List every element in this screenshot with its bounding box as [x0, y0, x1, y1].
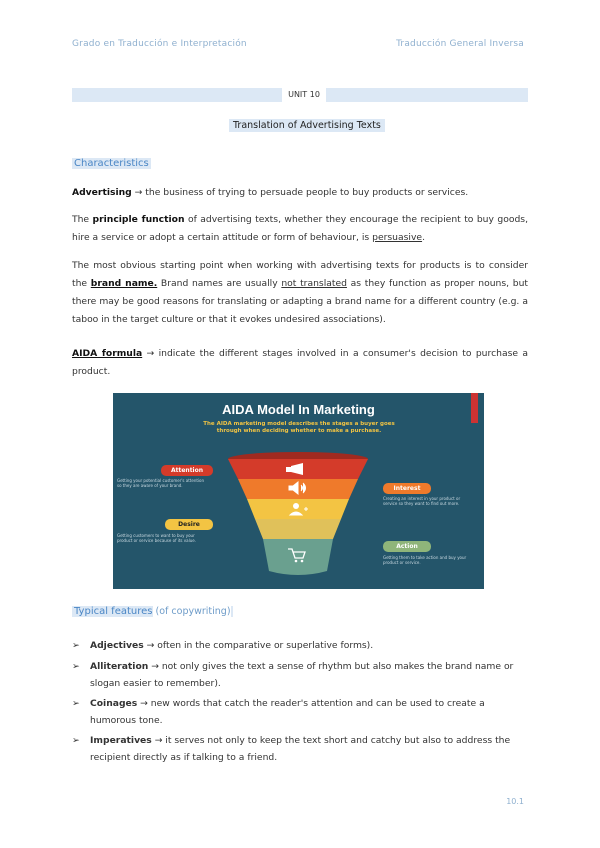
text: indicate the different stages involved in a consumer's decision to purchase a product. [72, 348, 528, 377]
term: Adjectives [90, 640, 144, 651]
text: new words that catch the reader's attention and can be used to create a humorous tone. [90, 698, 485, 726]
paragraph-function [72, 211, 528, 247]
list-item [72, 732, 528, 766]
list-item [72, 695, 528, 729]
header-course: Traducción General Inversa [396, 39, 524, 49]
paragraph-advertising [72, 184, 528, 202]
arrow: → [151, 661, 159, 672]
heading-text: Typical features [74, 606, 153, 617]
stage-interest: Interest [383, 483, 431, 494]
page-number: 10.1 [506, 797, 524, 806]
term: Coinages [90, 698, 138, 709]
bullet-icon: ➢ [72, 661, 80, 672]
text: not only gives the text a sense of rhythm but also makes the brand name or slogan easier to remember). [90, 661, 514, 689]
unit-label: UNIT 10 [282, 88, 326, 102]
heading-sub: (of copywriting) [152, 606, 231, 617]
term: Imperatives [90, 735, 152, 746]
underlined-persuasive: persuasive [372, 232, 423, 243]
underlined-not-translated: not translated [281, 278, 347, 289]
stage-attention-desc: Getting your potential customer's attention so they are aware of your brand. [117, 478, 205, 488]
stage-desire-desc: Getting customers to want to buy your product or service because of its value. [117, 533, 196, 543]
header-degree: Grado en Traducción e Interpretación [72, 39, 247, 49]
arrow: → [154, 735, 163, 746]
bullet-icon: ➢ [72, 735, 80, 746]
bullet-icon: ➢ [72, 698, 80, 709]
term-brand-name: brand name. [90, 278, 158, 289]
aida-figure [113, 393, 484, 589]
text: . [422, 232, 425, 243]
list-item [72, 637, 528, 654]
paragraph-aida [72, 345, 528, 381]
text: The [72, 214, 93, 225]
text: as they function as proper nouns, but there may be good reasons for translating or adapting a brand name for a different country (e.g. a taboo in the target culture or that it evokes undesired associations). [72, 278, 529, 325]
arrow: → [146, 640, 155, 651]
bullet-icon: ➢ [72, 640, 80, 651]
funnel-band-extra [255, 519, 341, 539]
section-heading-characteristics: Characteristics [74, 158, 149, 169]
list-item [72, 658, 528, 692]
stage-action-desc: Getting them to take action and buy your product or service. [383, 555, 467, 565]
page-title: Translation of Advertising Texts [229, 119, 385, 132]
term: Alliteration [90, 661, 149, 672]
figure-subtitle: The AIDA marketing model describes the stages a buyer goes through when deciding whether to make a purchase. [203, 421, 395, 434]
arrow: → [146, 348, 155, 359]
stage-action: Action [383, 541, 431, 552]
funnel-band-desire [247, 499, 349, 519]
term-principle-function: principle function [92, 214, 185, 225]
paragraph-brand-name [72, 257, 528, 329]
text: The most obvious starting point when working with advertising texts for products is to consider the [72, 260, 528, 289]
user-plus-icon [293, 503, 299, 509]
text: Brand names are usually [157, 278, 282, 289]
funnel-band-action [263, 539, 333, 575]
section-heading-typical-features [72, 606, 233, 617]
figure-title: AIDA Model In Marketing [222, 402, 375, 417]
term-advertising: Advertising [72, 187, 132, 198]
text: often in the comparative or superlative forms). [154, 640, 374, 651]
unit-bar [72, 88, 528, 102]
arrow: → [140, 698, 148, 709]
text: it serves not only to keep the text short and catchy but also to address the recipient directly as if talking to a friend. [90, 735, 511, 763]
definition-text: the business of trying to persuade people to buy products or services. [142, 187, 469, 198]
arrow: → [134, 187, 143, 198]
stage-desire: Desire [165, 519, 213, 530]
text: of advertising texts, whether they encourage the recipient to buy goods, hire a service or adopt a certain attitude or form of behaviour, is [72, 214, 528, 243]
term-aida-formula: AIDA formula [72, 348, 143, 359]
stage-interest-desc: Creating an interest in your product or service so they want to find out more. [383, 496, 461, 506]
stage-attention: Attention [161, 465, 213, 476]
